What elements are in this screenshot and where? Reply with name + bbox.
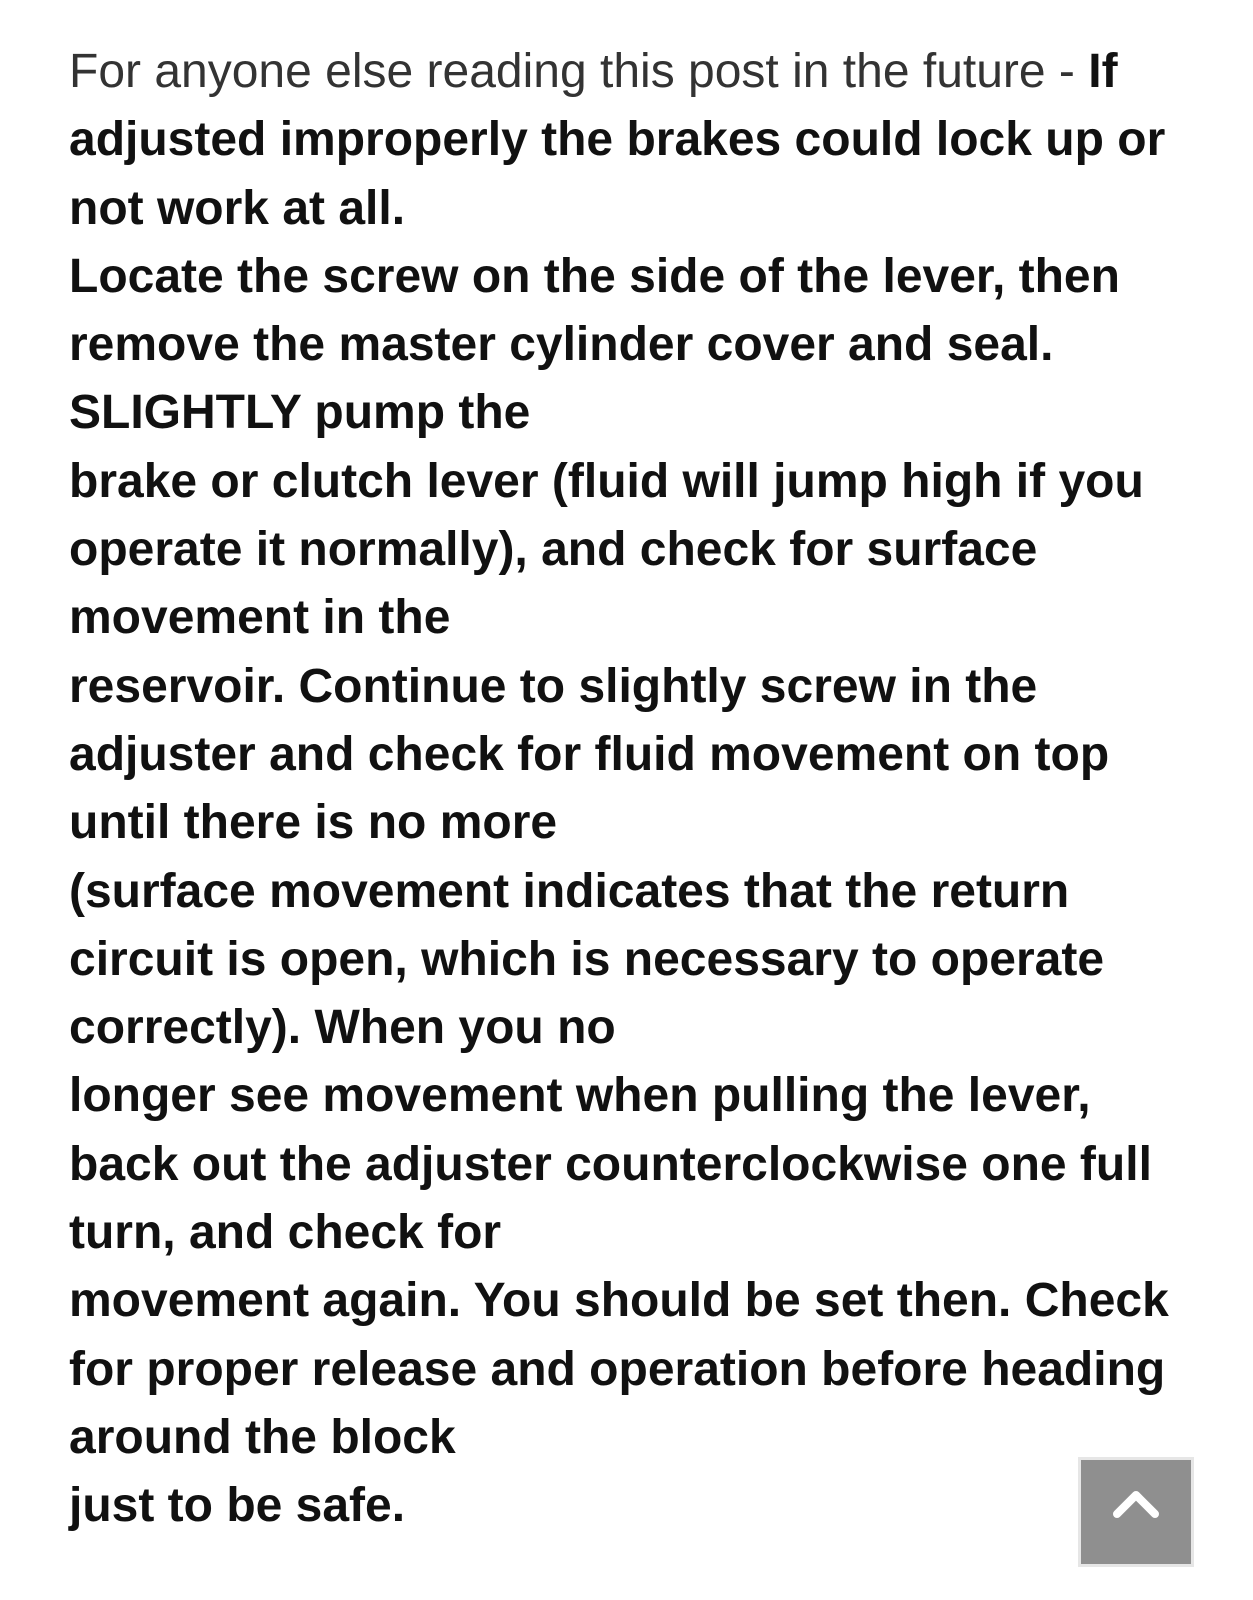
post-line: (surface movement indicates that the return bbox=[69, 864, 1070, 918]
post-line: back out the adjuster counterclockwise one full bbox=[69, 1137, 1152, 1191]
post-line: movement in the bbox=[69, 591, 451, 645]
post-line: longer see movement when pulling the lever, bbox=[69, 1069, 1091, 1123]
post-line: remove the master cylinder cover and seal. bbox=[69, 318, 1054, 372]
post-line: circuit is open, which is necessary to operate bbox=[69, 932, 1105, 986]
post-line: SLIGHTLY pump the bbox=[69, 386, 531, 440]
post-line: brake or clutch lever (fluid will jump high if you bbox=[69, 454, 1144, 508]
post-line: operate it normally), and check for surface bbox=[69, 523, 1038, 577]
post-line: reservoir. Continue to slightly screw in the bbox=[69, 659, 1038, 713]
post-line: around the block bbox=[69, 1410, 456, 1464]
scroll-to-top-button[interactable] bbox=[1078, 1457, 1194, 1567]
post-line: turn, and check for bbox=[69, 1206, 502, 1260]
post-text-normal: For anyone else reading this post in the future - bbox=[69, 45, 1089, 98]
post-line bbox=[69, 38, 1189, 106]
post-line: just to be safe. bbox=[69, 1479, 406, 1533]
post-line: movement again. You should be set then. Check bbox=[69, 1274, 1169, 1328]
post-line: Locate the screw on the side of the lever, then bbox=[69, 249, 1120, 303]
post-line: for proper release and operation before heading bbox=[69, 1342, 1166, 1396]
chevron-up-icon bbox=[1112, 1487, 1160, 1519]
post-text-bold: If bbox=[1088, 45, 1118, 98]
post-line: not work at all. bbox=[69, 181, 406, 235]
post-line: adjuster and check for fluid movement on top bbox=[69, 727, 1110, 781]
post-body bbox=[69, 38, 1189, 1541]
post-line: correctly). When you no bbox=[69, 1001, 616, 1055]
post-line: until there is no more bbox=[69, 796, 558, 850]
post-line: adjusted improperly the brakes could lock up or bbox=[69, 113, 1166, 167]
